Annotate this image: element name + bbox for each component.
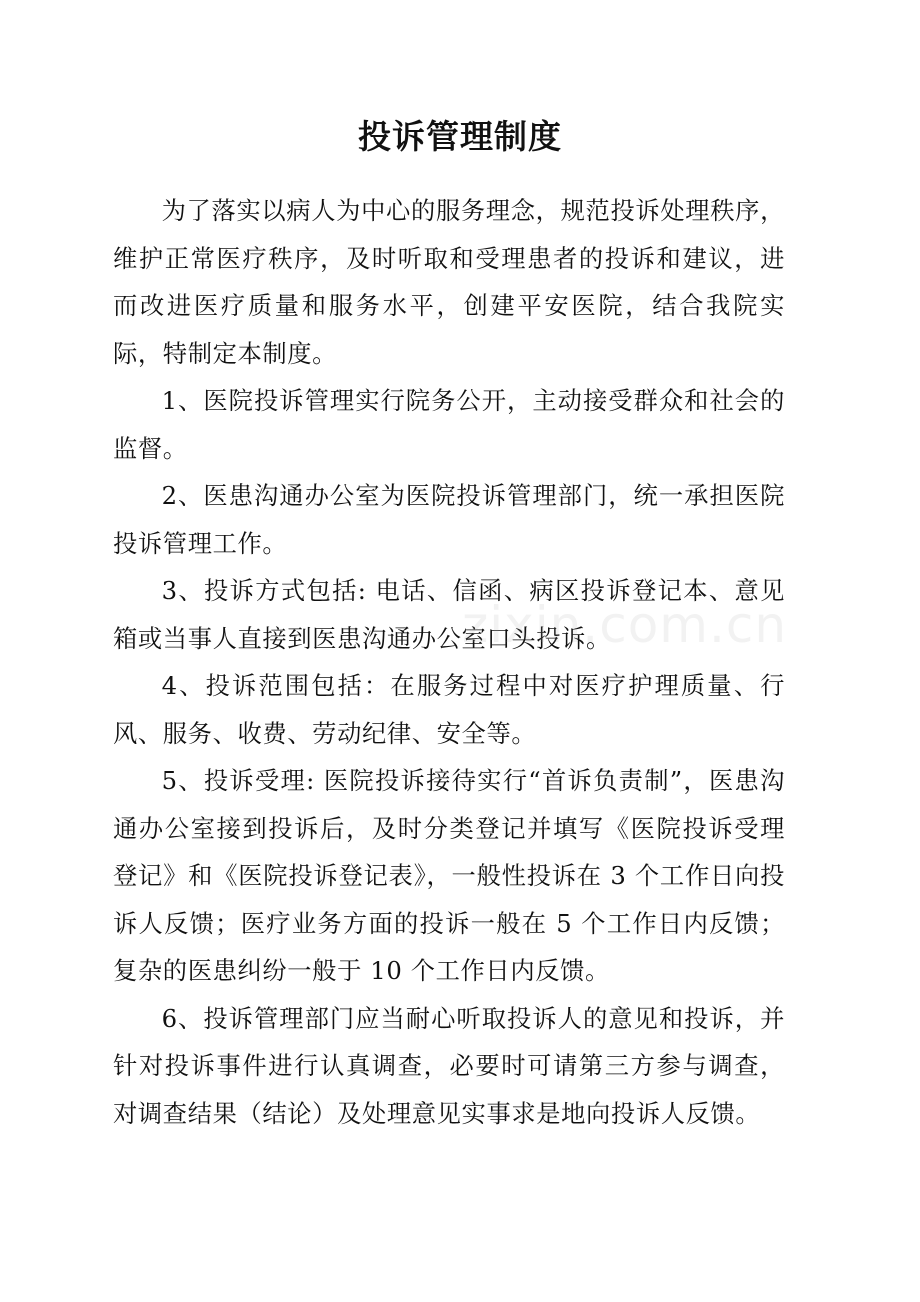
clause-5-paragraph: 5、投诉受理: 医院投诉接待实行“首诉负责制”，医患沟通办公室接到投诉后，及时分类登记并填写《医院投诉受理登记》和《医院投诉登记表》，一般性投诉在 3 个工作日向投诉人反馈；医疗业务方面的投诉一般在 5 个工作日内反馈；复杂的医患纠纷一般于 10 个工作日内反馈。 — [113, 766, 785, 985]
intro-paragraph: 为了落实以病人为中心的服务理念，规范投诉处理秩序，维护正常医疗秩序，及时听取和受理患者的投诉和建议，进而改进医疗质量和服务水平，创建平安医院，结合我院实际，特制定本制度。 — [113, 196, 785, 368]
clause-4-paragraph: 4、投诉范围包括：在服务过程中对医疗护理质量、行风、服务、收费、劳动纪律、安全等。 — [113, 671, 785, 748]
document-body — [113, 187, 788, 1137]
site-watermark: zixin.com.cn — [462, 596, 788, 654]
clause-1-paragraph: 1、医院投诉管理实行院务公开，主动接受群众和社会的监督。 — [113, 386, 785, 463]
document-title: 投诉管理制度 — [358, 117, 562, 156]
clause-6-paragraph: 6、投诉管理部门应当耐心听取投诉人的意见和投诉，并针对投诉事件进行认真调查，必要时可请第三方参与调查，对调查结果（结论）及处理意见实事求是地向投诉人反馈。 — [113, 1003, 785, 1128]
clause-2-paragraph: 2、医患沟通办公室为医院投诉管理部门，统一承担医院投诉管理工作。 — [113, 481, 785, 558]
clause-3-paragraph: 3、投诉方式包括: 电话、信函、病区投诉登记本、意见箱或当事人直接到医患沟通办公室口头投诉。 — [113, 576, 785, 653]
